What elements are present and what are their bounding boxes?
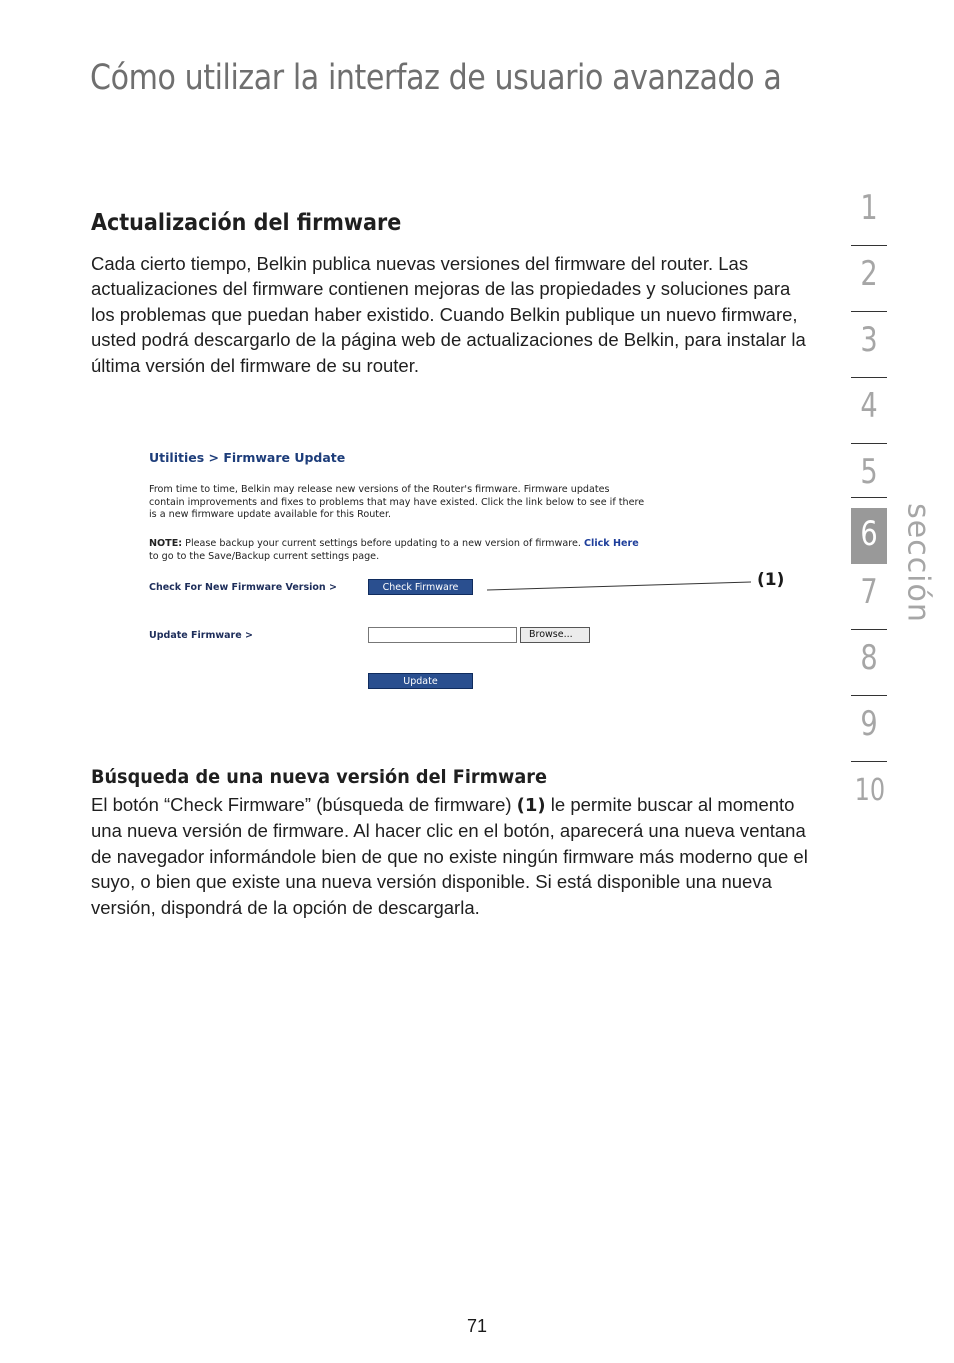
section-word-text: sección [900, 502, 936, 623]
nav-number: 7 [860, 572, 878, 612]
nav-number: 2 [860, 254, 878, 294]
nav-section-1[interactable] [851, 180, 887, 246]
nav-section-5[interactable] [851, 444, 887, 510]
detail-text-before: El botón “Check Firmware” (búsqueda de firmware) [91, 794, 517, 815]
detail-paragraph [91, 792, 811, 920]
nav-number: 3 [860, 320, 878, 360]
nav-number: 5 [860, 452, 878, 492]
click-here-link[interactable]: Click Here [583, 538, 639, 549]
nav-number: 10 [854, 773, 886, 808]
detail-reference: (1) [516, 795, 546, 816]
nav-section-8[interactable] [851, 630, 887, 696]
note-text: Please backup your current settings before updating to a new version of firmware. [182, 538, 584, 549]
section-heading-firmware-update: Actualización del firmware [91, 210, 402, 236]
nav-section-9[interactable] [851, 696, 887, 762]
check-firmware-button[interactable]: Check Firmware [368, 579, 473, 595]
nav-divider [851, 497, 887, 498]
note-text-continued: to go to the Save/Backup current settings page. [149, 550, 380, 562]
callout-label: (1) [757, 570, 785, 590]
nav-section-4[interactable] [851, 378, 887, 444]
nav-section-6-active[interactable] [851, 508, 887, 564]
nav-section-2[interactable] [851, 246, 887, 312]
page-number: 71 [466, 1316, 488, 1336]
update-button[interactable]: Update [368, 673, 473, 689]
page-title: Cómo utilizar la interfaz de usuario avanzado a [90, 58, 782, 98]
nav-section-7[interactable] [851, 564, 887, 630]
screenshot-breadcrumb-title: Utilities > Firmware Update [149, 450, 346, 465]
nav-number: 8 [860, 638, 878, 678]
update-firmware-label: Update Firmware > [149, 630, 253, 641]
intro-paragraph: Cada cierto tiempo, Belkin publica nuevas versiones del firmware del router. Las actualizaciones del firmware contienen mejoras de las propiedades y soluciones para los problemas que puedan haber existido. Cuando Belkin publique un nuevo firmware, usted podrá descargarlo de la página web de actualizaciones de Belkin, para instalar la última versión del firmware de su router. [91, 253, 806, 376]
check-firmware-label: Check For New Firmware Version > [149, 582, 337, 593]
screenshot-description: From time to time, Belkin may release new versions of the Router's firmware. Firmware updates contain improvements and fixes to problems that may have existed. Click the link below to see if there is a new firmware update available for this Router. [149, 484, 645, 520]
nav-number: 1 [860, 188, 878, 228]
nav-number: 6 [860, 514, 878, 554]
nav-section-3[interactable] [851, 312, 887, 378]
note-label: NOTE: [149, 538, 183, 549]
detail-text-after: le permite buscar al momento una nueva versión de firmware. Al hacer clic en el botón, aparecerá una nueva ventana de navegador informándole bien de que no existe ningún firmware más moderno que el suyo, o bien que existe una nueva versión disponible. Si está disponible una nueva versión, dispondrá de la opción de descargarla. [91, 794, 808, 918]
section-word-vertical [898, 500, 938, 625]
browse-button[interactable]: Browse... [520, 627, 590, 643]
sub-heading-check-firmware: Búsqueda de una nueva versión del Firmware [91, 766, 547, 788]
nav-number: 4 [860, 386, 878, 426]
nav-number: 9 [860, 704, 878, 744]
nav-section-10[interactable] [851, 762, 887, 828]
